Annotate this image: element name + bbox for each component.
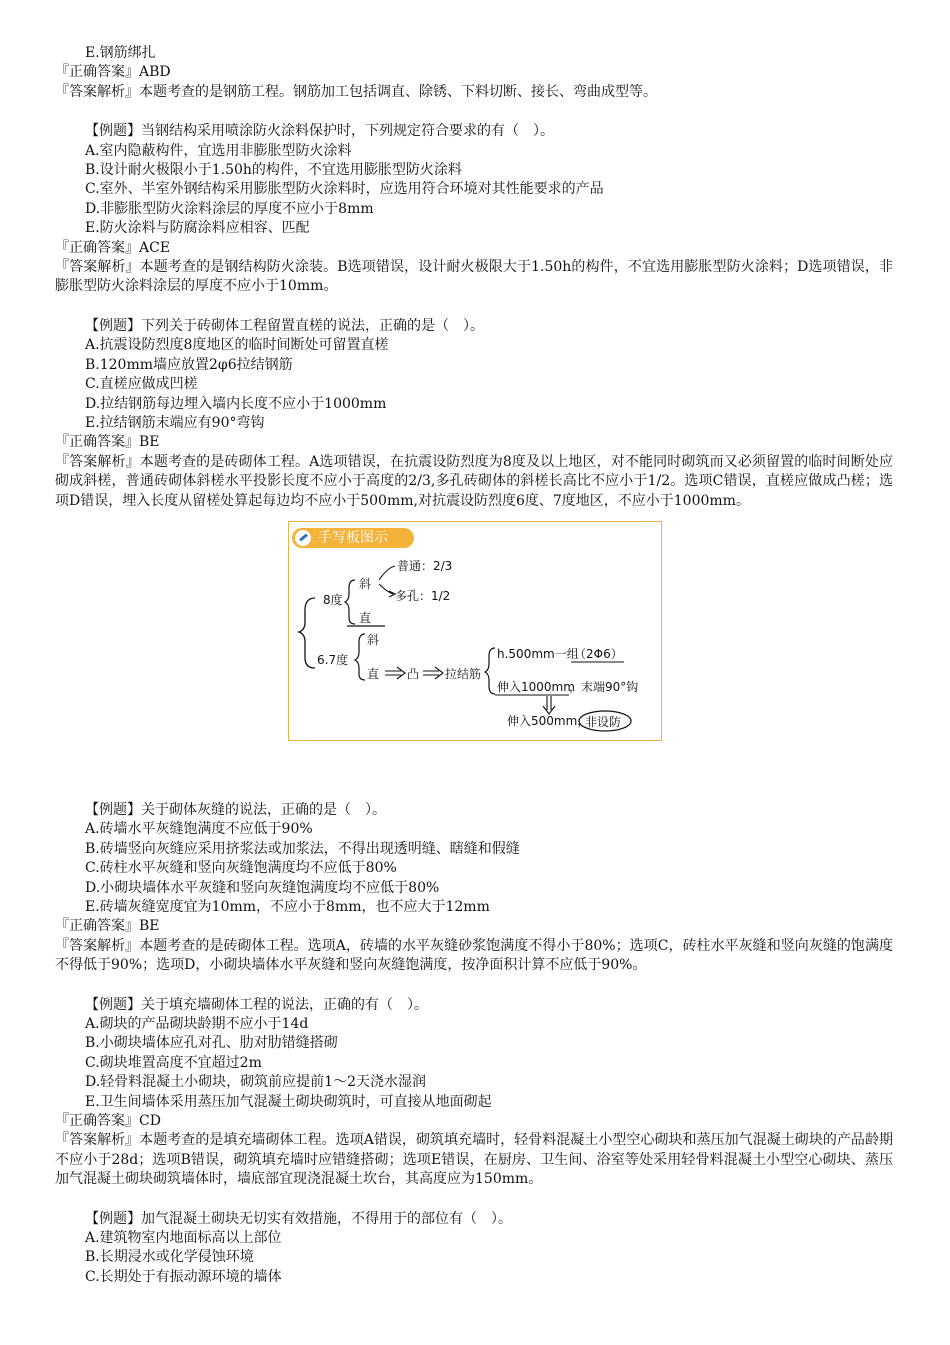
deg8-label: 8度 <box>323 592 343 607</box>
question-block-3 <box>55 317 893 511</box>
question-text: 【例题】下列关于砖砌体工程留置直槎的说法，正确的是（ ）。 <box>85 317 484 334</box>
handwriting-figure-area <box>55 511 893 801</box>
option: E.砖墙灰缝宽度宜为10mm，不应小于8mm，也不应大于12mm <box>85 898 490 915</box>
answer-analysis: 『答案解析』本题考查的是砖砌体工程。A选项错误，在抗震设防烈度为8度及以上地区，对不能同时砌筑而又必须留置的临时间断处应砌成斜槎，普通砖砌体斜槎水平投影长度不应小于高度的2/3,多孔砖砌体的斜槎长高比不应小于1/2。选项C错误，直槎应做成凸槎；选项D错误，埋入长度从留槎处算起每边均不应小于500mm,对抗震设防烈度6度、7度地区，不应小于1000mm。 <box>55 453 893 509</box>
shenru500-label: 伸入500mm， <box>507 713 590 728</box>
option: D.轻骨料混凝土小砌块，砌筑前应提前1～2天浇水湿润 <box>85 1074 426 1091</box>
question-block-5 <box>55 996 893 1190</box>
zhi-label: 直 <box>359 610 372 625</box>
option: A.抗震设防烈度8度地区的临时间断处可留置直槎 <box>85 337 389 354</box>
answer-analysis: 『答案解析』本题考查的是钢结构防火涂装。B选项错误，设计耐火极限大于1.50h的构件，不宜选用膨胀型防火涂料；D选项错误，非膨胀型防火涂料涂层的厚度不应小于10mm。 <box>55 259 893 295</box>
option: A.砖墙水平灰缝饱满度不应低于90% <box>85 821 313 838</box>
putong-label: 普通：2/3 <box>397 558 453 573</box>
question-block-1 <box>55 44 893 102</box>
correct-answer: 『正确答案』BE <box>55 434 160 451</box>
moduan-label: ，末端90°钩 <box>569 679 639 694</box>
duokong-label: 多孔：1/2 <box>395 588 451 603</box>
option: C.长期处于有振动源环境的墙体 <box>85 1268 282 1285</box>
answer-analysis: 『答案解析』本题考查的是填充墙砌体工程。选项A错误，砌筑填充墙时，轻骨料混凝土小型空心砌块和蒸压加气混凝土砌块的产品龄期不应小于28d；选项B错误，砌筑填充墙时应错缝搭砌；选项E错误，在厨房、卫生间、浴室等处采用轻骨料混凝土小型空心砌块、蒸压加气混凝土砌块砌筑墙体时，墙底部宜现浇混凝土坎台，其高度应为150mm。 <box>55 1132 893 1188</box>
question-block-2 <box>55 122 893 297</box>
zhi2-label: 直 <box>367 666 380 681</box>
option: C.直槎应做成凹槎 <box>85 376 198 393</box>
correct-answer: 『正确答案』ACE <box>55 239 171 256</box>
option: C.室外、半室外钢结构采用膨胀型防火涂料时，应选用符合环境对其性能要求的产品 <box>85 181 604 198</box>
phi-label: （2Φ6） <box>574 646 623 661</box>
question-text: 【例题】关于砌体灰缝的说法，正确的是（ ）。 <box>85 801 386 818</box>
question-text: 【例题】关于填充墙砌体工程的说法，正确的有（ ）。 <box>85 996 428 1013</box>
question-text: 【例题】当钢结构采用喷涂防火涂料保护时，下列规定符合要求的有（ ）。 <box>85 123 554 140</box>
option: A.建筑物室内地面标高以上部位 <box>85 1230 282 1247</box>
option: B.设计耐火极限小于1.50h的构件，不宜选用膨胀型防火涂料 <box>85 162 462 179</box>
figure-title: 手写板图示 <box>318 529 388 546</box>
option: E.卫生间墙体采用蒸压加气混凝土砌块砌筑时，可直接从地面砌起 <box>85 1093 492 1110</box>
option: B.小砌块墙体应孔对孔、肋对肋错缝搭砌 <box>85 1035 338 1052</box>
h500-label: h.500mm一组 <box>497 646 579 661</box>
figure-diagram <box>289 522 661 740</box>
document-page <box>55 44 893 1287</box>
feishefang-label: 非设防 <box>585 714 622 729</box>
option: D.小砌块墙体水平灰缝和竖向灰缝饱满度均不应低于80% <box>85 879 440 896</box>
deg67-label: 6.7度 <box>317 652 349 667</box>
xie-label: 斜 <box>359 576 372 591</box>
option: E.钢筋绑扎 <box>85 45 156 61</box>
option: C.砖柱水平灰缝和竖向灰缝饱满度均不应低于80% <box>85 860 397 877</box>
option: E.拉结钢筋末端应有90°弯钩 <box>85 414 265 431</box>
answer-analysis: 『答案解析』本题考查的是砖砌体工程。选项A，砖墙的水平灰缝砂浆饱满度不得小于80%；选项C，砖柱水平灰缝和竖向灰缝的饱满度不得低于90%；选项D，小砌块墙体水平灰缝和竖向灰缝饱满度，按净面积计算不应低于90%。 <box>55 937 893 974</box>
question-block-6 <box>55 1210 893 1288</box>
answer-analysis: 『答案解析』本题考查的是钢筋工程。钢筋加工包括调直、除锈、下料切断、接长、弯曲成型等。 <box>55 83 657 100</box>
question-block-4 <box>55 801 893 976</box>
correct-answer: 『正确答案』ABD <box>55 64 171 81</box>
lajiejin-label: 拉结筋 <box>445 666 482 681</box>
option: A.砌块的产品砌块龄期不应小于14d <box>85 1016 309 1032</box>
option: B.长期浸水或化学侵蚀环境 <box>85 1249 254 1266</box>
option: B.120mm墙应放置2φ6拉结钢筋 <box>85 356 293 373</box>
option: D.非膨胀型防火涂料涂层的厚度不应小于8mm <box>85 200 374 217</box>
option: C.砌块堆置高度不宜超过2m <box>85 1054 262 1071</box>
tu-label: 凸 <box>407 666 420 681</box>
xie2-label: 斜 <box>367 632 380 647</box>
question-text: 【例题】加气混凝土砌块无切实有效措施，不得用于的部位有（ ）。 <box>85 1210 512 1227</box>
shenru1000-label: 伸入1000mm <box>497 679 575 694</box>
correct-answer: 『正确答案』BE <box>55 918 160 935</box>
option: E.防火涂料与防腐涂料应相容、匹配 <box>85 220 310 237</box>
handwriting-board <box>288 521 662 741</box>
correct-answer: 『正确答案』CD <box>55 1113 161 1130</box>
option: B.砖墙竖向灰缝应采用挤浆法或加浆法，不得出现透明缝、瞎缝和假缝 <box>85 840 520 857</box>
option: D.拉结钢筋每边埋入墙内长度不应小于1000mm <box>85 395 387 412</box>
option: A.室内隐蔽构件，宜选用非膨胀型防火涂料 <box>85 142 352 159</box>
